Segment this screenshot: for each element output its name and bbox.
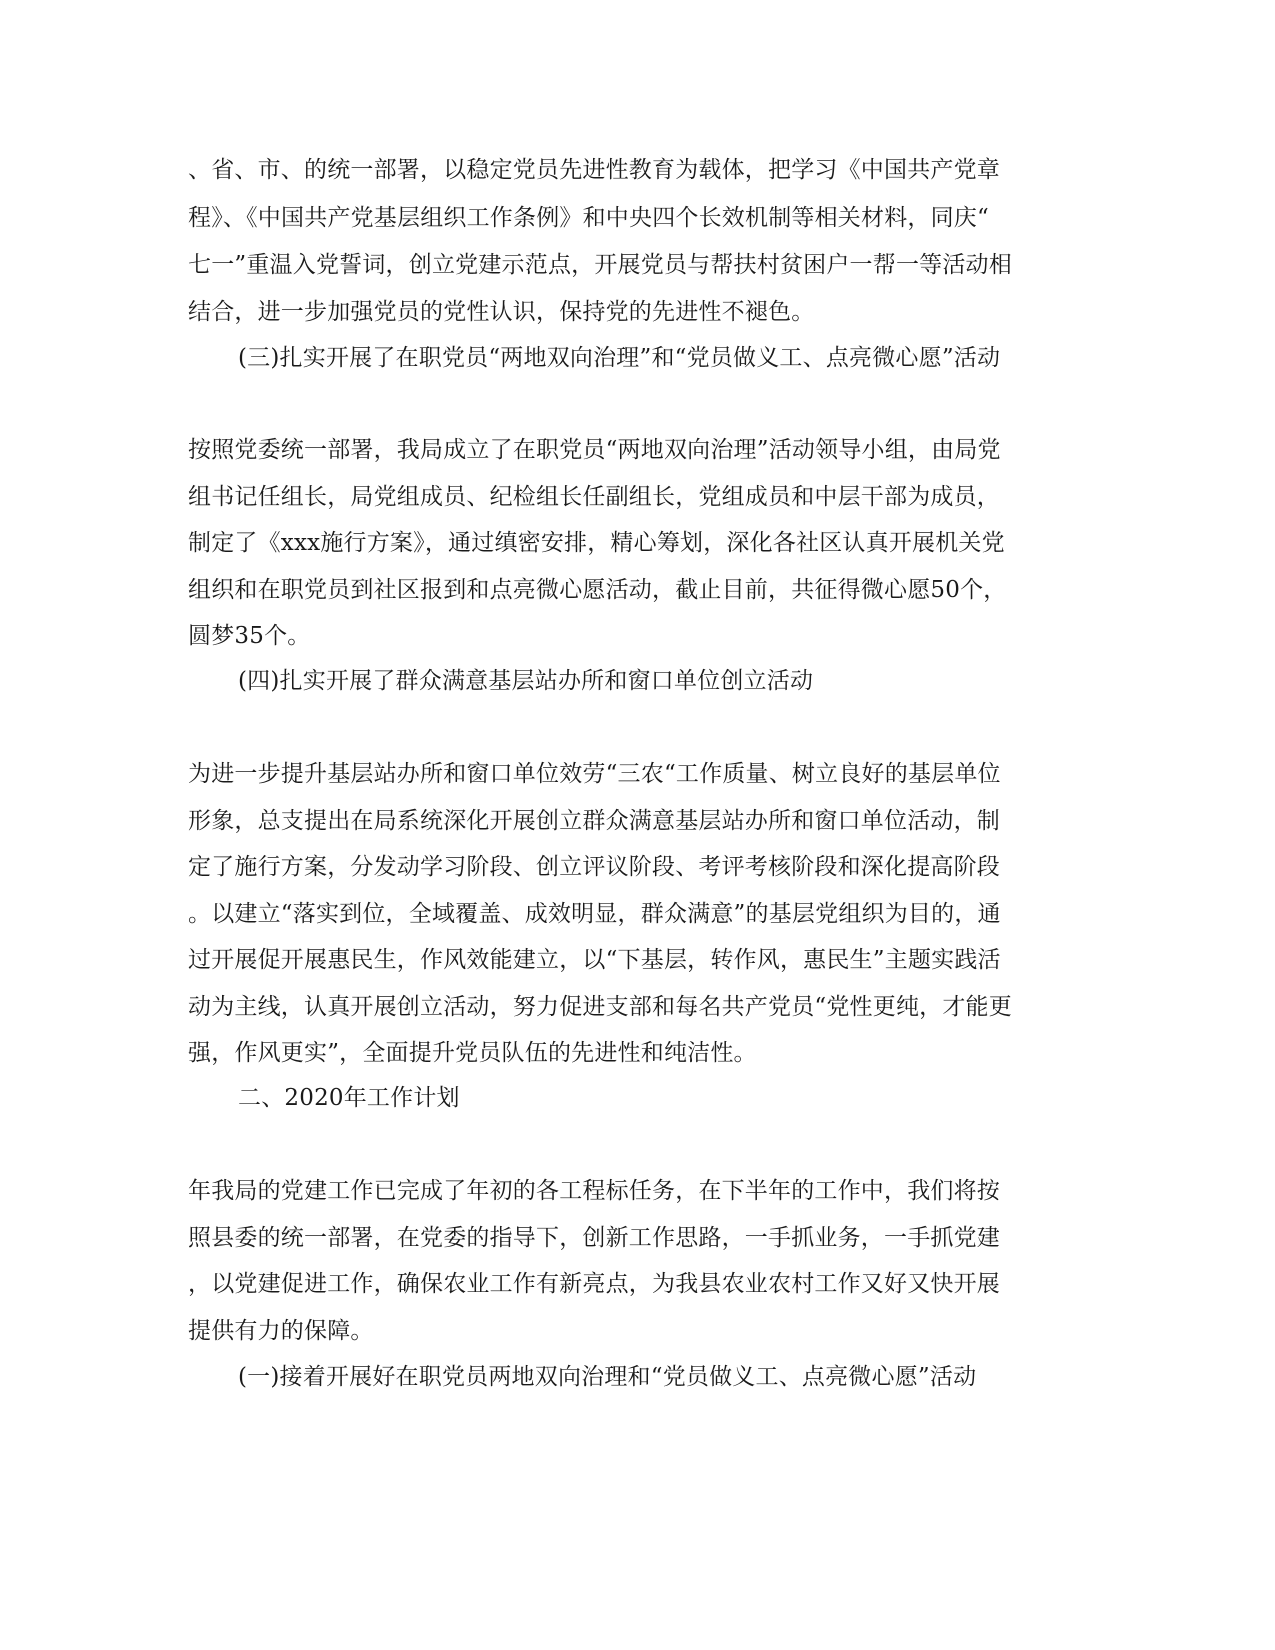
section-heading: (三)扎实开展了在职党员“两地双向治理”和“党员做义工、点亮微心愿”活动 (238, 345, 1001, 371)
section-heading: (四)扎实开展了群众满意基层站办所和窗口单位创立活动 (238, 668, 814, 694)
text-line: ，以党建促进工作，确保农业工作有新亮点，为我县农业农村工作又好又快开展 (188, 1271, 1000, 1297)
text-line: 年我局的党建工作已完成了年初的各工程标任务，在下半年的工作中，我们将按 (188, 1178, 1000, 1204)
text-line: 强，作风更实”，全面提升党员队伍的先进性和纯洁性。 (188, 1040, 757, 1066)
text-line: 过开展促开展惠民生，作风效能建立，以“下基层，转作风，惠民生”主题实践活 (188, 947, 1001, 973)
text-line: 圆梦35个。 (188, 623, 311, 649)
text-line: 制定了《xxx施行方案》，通过缜密安排，精心筹划，深化各社区认真开展机关党 (188, 530, 1005, 556)
text-line: 照县委的统一部署，在党委的指导下，创新工作思路，一手抓业务，一手抓党建 (188, 1225, 1000, 1251)
text-line: 定了施行方案，分发动学习阶段、创立评议阶段、考评考核阶段和深化提高阶段 (188, 854, 1000, 880)
text-line: 七一”重温入党誓词，创立党建示范点，开展党员与帮扶村贫困户一帮一等活动相 (188, 252, 1012, 278)
text-line: 形象，总支提出在局系统深化开展创立群众满意基层站办所和窗口单位活动，制 (188, 808, 1000, 834)
section-heading: 二、2020年工作计划 (238, 1085, 460, 1111)
text-line: 程》、《中国共产党基层组织工作条例》和中央四个长效机制等相关材料，同庆“ (188, 205, 989, 231)
section-heading: (一)接着开展好在职党员两地双向治理和“党员做义工、点亮微心愿”活动 (238, 1364, 977, 1390)
text-line: 按照党委统一部署，我局成立了在职党员“两地双向治理”活动领导小组，由局党 (188, 437, 1001, 463)
text-line: 。以建立“落实到位，全域覆盖、成效明显，群众满意”的基层党组织为目的，通 (188, 901, 1001, 927)
text-line: 为进一步提升基层站办所和窗口单位效劳“三农“工作质量、树立良好的基层单位 (188, 761, 1001, 787)
text-line: 动为主线，认真开展创立活动，努力促进支部和每名共产党员“党性更纯，才能更 (188, 994, 1012, 1020)
text-line: 提供有力的保障。 (188, 1318, 374, 1344)
text-line: 组书记任组长，局党组成员、纪检组长任副组长，党组成员和中层干部为成员， (188, 484, 1000, 510)
text-line: 、省、市、的统一部署，以稳定党员先进性教育为载体，把学习《中国共产党章 (188, 157, 1000, 183)
text-line: 组织和在职党员到社区报到和点亮微心愿活动，截止目前，共征得微心愿50个， (188, 577, 1007, 603)
text-line: 结合，进一步加强党员的党性认识，保持党的先进性不褪色。 (188, 299, 815, 325)
